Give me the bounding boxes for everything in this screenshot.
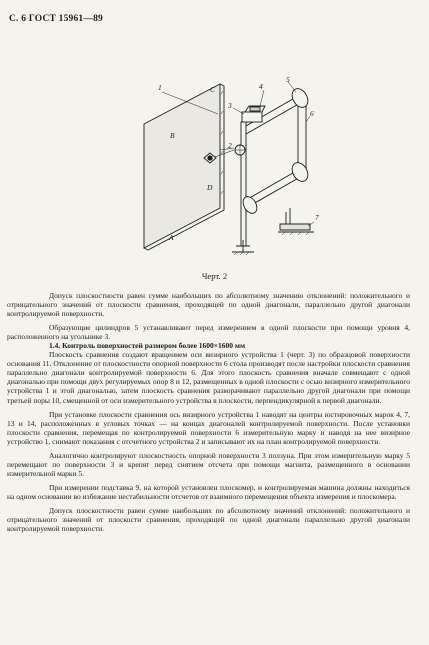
paragraph-setup: При установке плоскости сравнения ось визирного устройства 1 наводят на центры юстировочных марок 4, 7, 13 и 14, расположенных в угловых точках — на концах диагоналей контролируемой поверхности. После установки плоскости сравнения, перемещая по контролируемой поверхности 6 измерительную марку и наводя на нее визирное устройство 1, снимают показания с отсчетного устройства 2 и записывают их на план контролируемой поверхности.: [7, 409, 410, 446]
body-text: [7, 291, 410, 533]
label-1: 1: [158, 83, 162, 92]
label-A: A: [169, 233, 174, 242]
label-6: 6: [310, 109, 314, 118]
label-7: 7: [315, 213, 319, 222]
label-B: B: [170, 131, 175, 140]
paragraph-cylinders: Образующие цилиндров 5 устанавливают перед измерением в одной плоскости при помощи уровня 4, расположенного на угольнике 3.: [7, 323, 410, 342]
label-C: C: [210, 85, 216, 94]
paragraph-tolerance-2: Допуск плоскостности равен сумме наибольших по абсолютному значений отклонений: положительного и отрицательного значений от плоскости сравнения, проходящей по одной диагонали параллельно другой диагонали контролируемой поверхности.: [7, 505, 410, 534]
figure-caption: Черт. 2: [201, 271, 228, 281]
label-2: 2: [228, 141, 232, 150]
label-5: 5: [286, 75, 290, 84]
label-3: 3: [228, 101, 232, 110]
paragraph-tolerance: Допуск плоскостности равен сумме наибольших по абсолютному значению отклонений: положительного и отрицательного значений от плоскости сравнения, проходящей по одной диагонали, параллельно другой диагонали контролируемой поверхности.: [7, 291, 410, 319]
paragraph-slider: Аналогично контролируют плоскостность опорной поверхности 3 ползуна. При этом измерительную марку 5 перемещают по поверхности 3 и крепят перед снятием отсчета при помощи магнита, размещенного в основании измерительной марки 5.: [7, 450, 410, 478]
paragraph-stand: При измерении подставка 9, на которой установлен плоскомер, и контролируемая машина должны находиться на одном основании во избежание нестабильности отсчетов от взаимного перемещения объекта измерения и плоскомера.: [7, 482, 410, 501]
section-heading: 1.4. Контроль поверхностей размером более 1600×1600 мм: [49, 341, 246, 351]
label-4: 4: [259, 82, 263, 91]
measurement-diagram: [100, 74, 340, 270]
page-header: С. 6 ГОСТ 15961—89: [9, 14, 103, 24]
label-D: D: [207, 183, 213, 192]
paragraph-comparison-plane: Плоскость сравнения создают вращением оси визирного устройства 1 (черт. 3) по образцовой поверхности основания 11. Отклонение от плоскостности опорной поверхности 6 стола производят после настройки плоскости сравнения параллельно диагонали контролируемой поверхности 6. Для этого плоскость сравнения вначале совмещают с одной диагональю при помощи двух регулируемых опор 8 и 12, размещенных в одной плоскости с осью визирного измерительного устройства 1 и этой диагональю, затем плоскость сравнения разворачивают параллельно другой диагонали при помощи третьей поры 10, смещенной от оси измерительного устройства в плоскости, перпендикулярной к первой диагонали.: [7, 350, 410, 405]
